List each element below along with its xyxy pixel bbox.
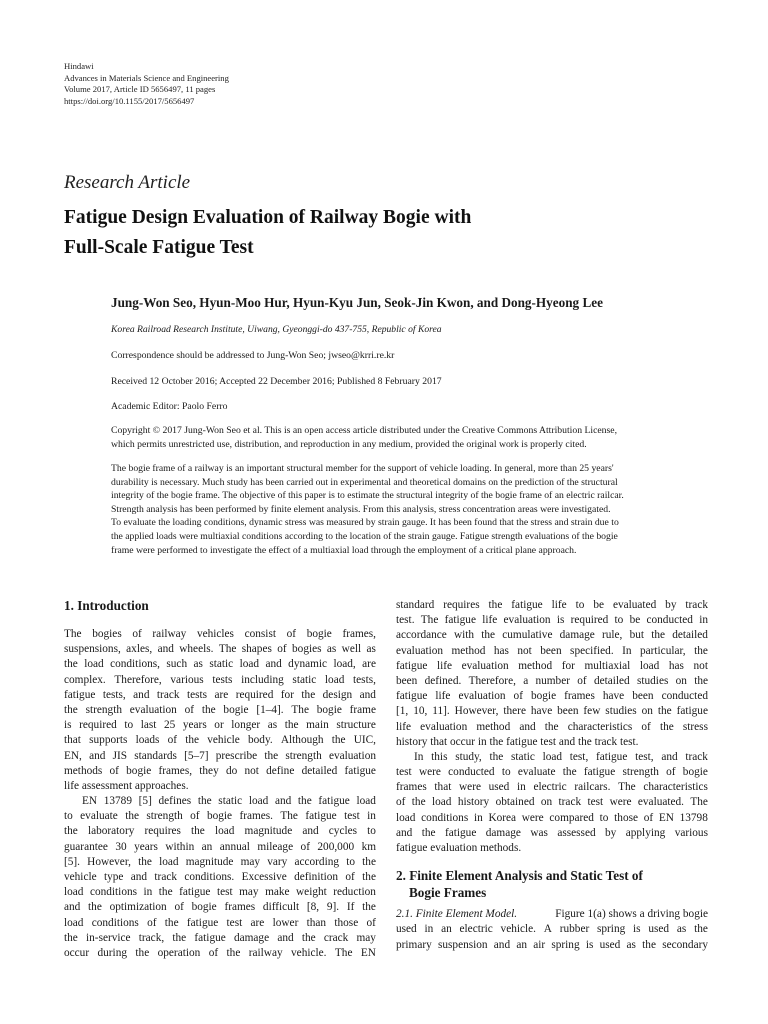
abstract-line: The bogie frame of a railway is an important structural member for the support of vehicle loading. In general, more than 25 years' [111,463,614,474]
text-line: load conditions in the fatigue test may make weight reduction [64,886,376,899]
text-line [396,907,708,922]
text-line: vehicle type and track conditions. Excessive definition of the [64,871,376,883]
section-heading-line: 2. Finite Element Analysis and Static Test of [396,868,643,884]
article-title [64,203,704,263]
text-line: occur during the operation of the railway vehicle. The EN [64,946,376,959]
text-line: standard requires the fatigue life to be evaluated by track [396,599,708,611]
text-line: the load conditions, such as static load and dynamic load, are [64,658,376,671]
right-column [396,598,708,953]
text-line: load conditions in Korea were compared to those of EN 13798 [396,811,708,824]
text-line: EN 13789 [5] defines the static load and the fatigue load [82,795,376,808]
section-heading-line: Bogie Frames [409,885,487,901]
text-line: guarantee 30 years within an annual mileage of 200,000 km [64,840,376,853]
text-line: fatigue life evaluation method for multiaxial load has not [396,659,708,672]
left-column [64,597,376,961]
text-line: In this study, the static load test, fatigue test, and track [414,750,708,763]
abstract-line: To evaluate the loading conditions, dynamic stress was measured by strain gauge. It has been found that the stress and strain due to [111,517,619,529]
text-line: and the fatigue damage was assessed by applying various [396,826,708,839]
intro-paragraph-2 [64,794,376,961]
text-line: fatigue tests, and track tests are required for the design and [64,688,376,701]
text-line: primary suspension and an air spring is used as the secondary [396,938,708,951]
text-line: been defined. Therefore, a number of detailed studies on the [396,674,708,687]
text-line: is required to last 25 years or longer as the main structure [64,719,376,732]
abstract-line: Strength analysis has been performed by finite element analysis. From this analysis, stress concentration areas were investigated. [111,503,611,515]
abstract-line: frame were performed to investigate the effect of a multiaxial load through the employment of a critical plane approach. [111,544,577,556]
text-line: suspensions, axles, and wheels. The shapes of bogies as well as [64,643,376,656]
subsection-label: 2.1. Finite Element Model. [396,908,518,921]
text-line: EN, and JIS standards [5–7] prescribe the strength evaluation [64,749,376,762]
intro-paragraph-1 [64,627,376,794]
text-line: complex. Therefore, various tests including static load tests, [64,673,376,686]
text-line: used in an electric vehicle. A rubber spring is used as the [396,923,708,936]
text-line: The bogies of railway vehicles consist of bogie frames, [64,628,376,640]
subsection-first-text: Figure 1(a) shows a driving bogie [555,908,708,921]
text-line: to evaluate the strength of bogie frames. The fatigue test in [64,810,376,823]
text-line: life assessment approaches. [64,779,189,792]
text-line: the laboratory requires the load magnitude and cycles to [64,825,376,838]
abstract-line: the applied loads were multiaxial conditions according to the location of the strain gauge. Fatigue strength evaluations of the bogie [111,530,618,542]
text-line: and the optimization of bogie frames difficult [8, 9]. If the [64,901,376,914]
intro-paragraph-4 [396,750,708,856]
text-line: fatigue evaluation methods. [396,842,522,854]
article-type: Research Article [64,172,191,193]
text-line: evaluation method has not been specified. In particular, the [396,644,708,657]
intro-paragraph-3 [396,598,708,750]
publisher-name: Hindawi [64,61,94,71]
abstract-line: durability is necessary. Much study has been carried out in experimental and theoretical domains on the prediction of the structural [111,476,618,488]
text-line: [5]. However, the load magnitude may vary according to the [64,855,376,868]
text-line: of the load history obtained on track test were evaluated. The [396,796,708,809]
text-line: test. The fatigue life evaluation is required to be conducted in [396,614,708,627]
title-line: Fatigue Design Evaluation of Railway Bogie with [64,207,472,228]
title-line: Full-Scale Fatigue Test [64,237,254,258]
text-line: the strength evaluation of the bogie [1–4]. The bogie frame [64,703,376,716]
journal-name: Advances in Materials Science and Engineering [64,72,229,83]
publication-dates: Received 12 October 2016; Accepted 22 December 2016; Published 8 February 2017 [111,376,442,387]
section-heading-introduction: 1. Introduction [64,598,149,613]
abstract-line: integrity of the bogie frame. The objective of this paper is to estimate the structural integrity of the bogie frame of an electric railcar. [111,490,624,502]
section-heading-fea [396,867,708,901]
affiliation: Korea Railroad Research Institute, Uiwang, Gyeonggi-do 437-755, Republic of Korea [111,324,442,335]
text-line: that supports loads of the vehicle body. Although the UIC, [64,734,376,747]
copyright-line: Copyright © 2017 Jung-Won Seo et al. This is an open access article distributed under the Creative Commons Attribution License, [111,425,618,436]
text-line: load conditions of the fatigue test are lower than those of [64,916,376,929]
correspondence: Correspondence should be addressed to Jung-Won Seo; jwseo@krri.re.kr [111,350,395,361]
text-line: [1, 10, 11]. However, there have been few studies on the fatigue [396,705,708,718]
text-line: test were conducted to evaluate the fatigue strength of bogie [396,766,708,779]
journal-header [64,61,229,107]
text-line: methods of bogie frames, they do not define detailed fatigue [64,764,376,777]
author-list: Jung-Won Seo, Hyun-Moo Hur, Hyun-Kyu Jun, Seok-Jin Kwon, and Dong-Hyeong Lee [111,295,603,310]
text-line: the in-service track, the fatigue damage and the crack may [64,931,376,944]
doi-link[interactable]: https://doi.org/10.1155/2017/5656497 [64,95,195,106]
volume-info: Volume 2017, Article ID 5656497, 11 pages [64,84,216,94]
copyright-notice [111,424,711,452]
academic-editor: Academic Editor: Paolo Ferro [111,401,228,412]
copyright-line: which permits unrestricted use, distribution, and reproduction in any medium, provided the original work is properly cited. [111,439,587,450]
fea-paragraph [396,907,708,953]
text-line: frames that were used in electric railcars. The characteristics [396,781,708,794]
text-line: fatigue life evaluation of bogie frames have been conducted [396,690,708,703]
abstract [111,462,711,557]
text-line: accordance with the cumulative damage rule, but the detailed [396,629,708,642]
text-line: life evaluation method and the characteristics of the stress [396,720,708,733]
text-line: history that occur in the fatigue test and the track test. [396,735,639,748]
